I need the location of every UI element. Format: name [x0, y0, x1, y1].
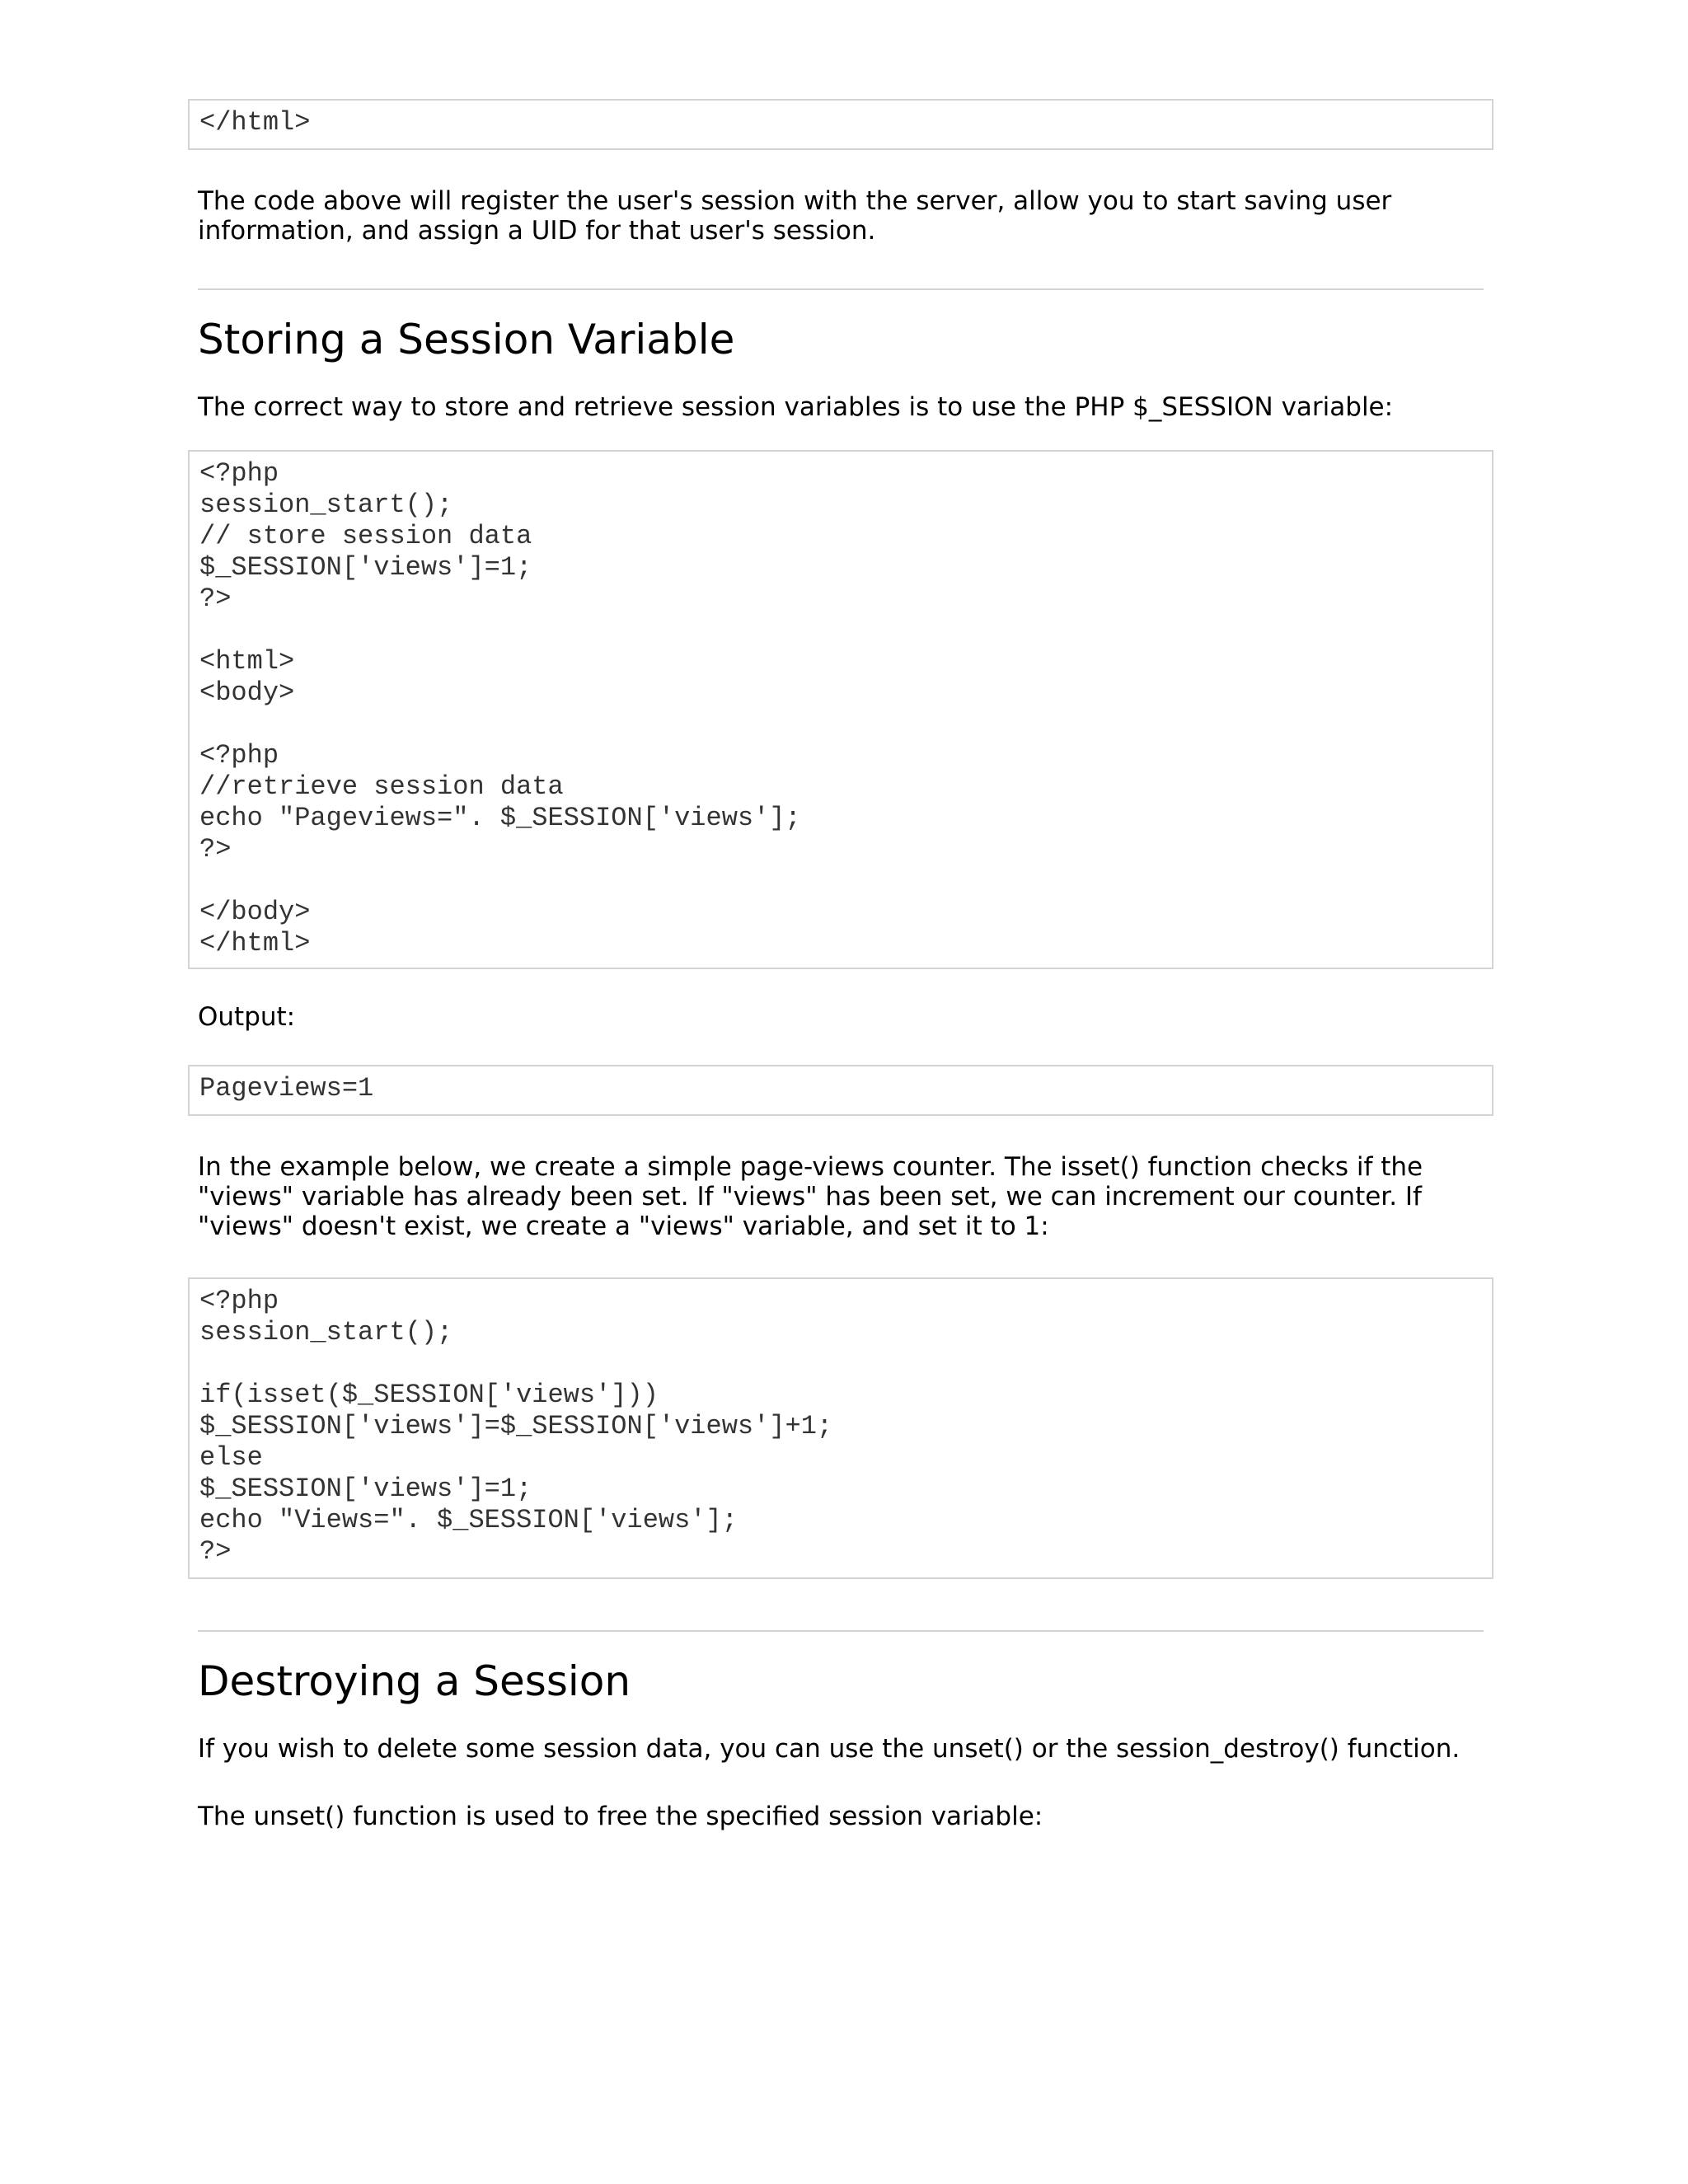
section-divider [198, 288, 1484, 290]
heading-destroying-session: Destroying a Session [198, 1657, 631, 1705]
paragraph-counter-intro: In the example below, we create a simple page-views counter. The isset() function checks if the "views" variable has already been set. If "views" has been set, we can increment our counter. If "views" doesn't exist, we create a "views" variable, and set it to 1: [198, 1152, 1423, 1241]
paragraph-unset-intro: The unset() function is used to free the specified session variable: [198, 1802, 1043, 1831]
paragraph-storing-intro: The correct way to store and retrieve session variables is to use the PHP $_SESSION variable: [198, 392, 1394, 422]
code-block-output: Pageviews=1 [188, 1065, 1493, 1116]
paragraph-output-label: Output: [198, 1002, 296, 1032]
heading-storing-session-variable: Storing a Session Variable [198, 316, 735, 363]
document-page [188, 99, 1493, 1831]
code-block-html-close: </html> [188, 99, 1493, 150]
section-divider [198, 1630, 1484, 1632]
paragraph-destroy-intro: If you wish to delete some session data, you can use the unset() or the session_destroy() function. [198, 1734, 1461, 1764]
code-block-store-retrieve: <?php session_start(); // store session data $_SESSION['views']=1; ?> <html> <body> <?php //retrieve session data echo "Pageviews=". $_SESSION['views']; ?> </body> </html> [188, 450, 1493, 969]
code-block-counter: <?php session_start(); if(isset($_SESSION['views'])) $_SESSION['views']=$_SESSION['views']+1; else $_SESSION['views']=1; echo "Views=". $_SESSION['views']; ?> [188, 1277, 1493, 1579]
paragraph-session-intro: The code above will register the user's session with the server, allow you to start saving user information, and assign a UID for that user's session. [198, 186, 1392, 246]
